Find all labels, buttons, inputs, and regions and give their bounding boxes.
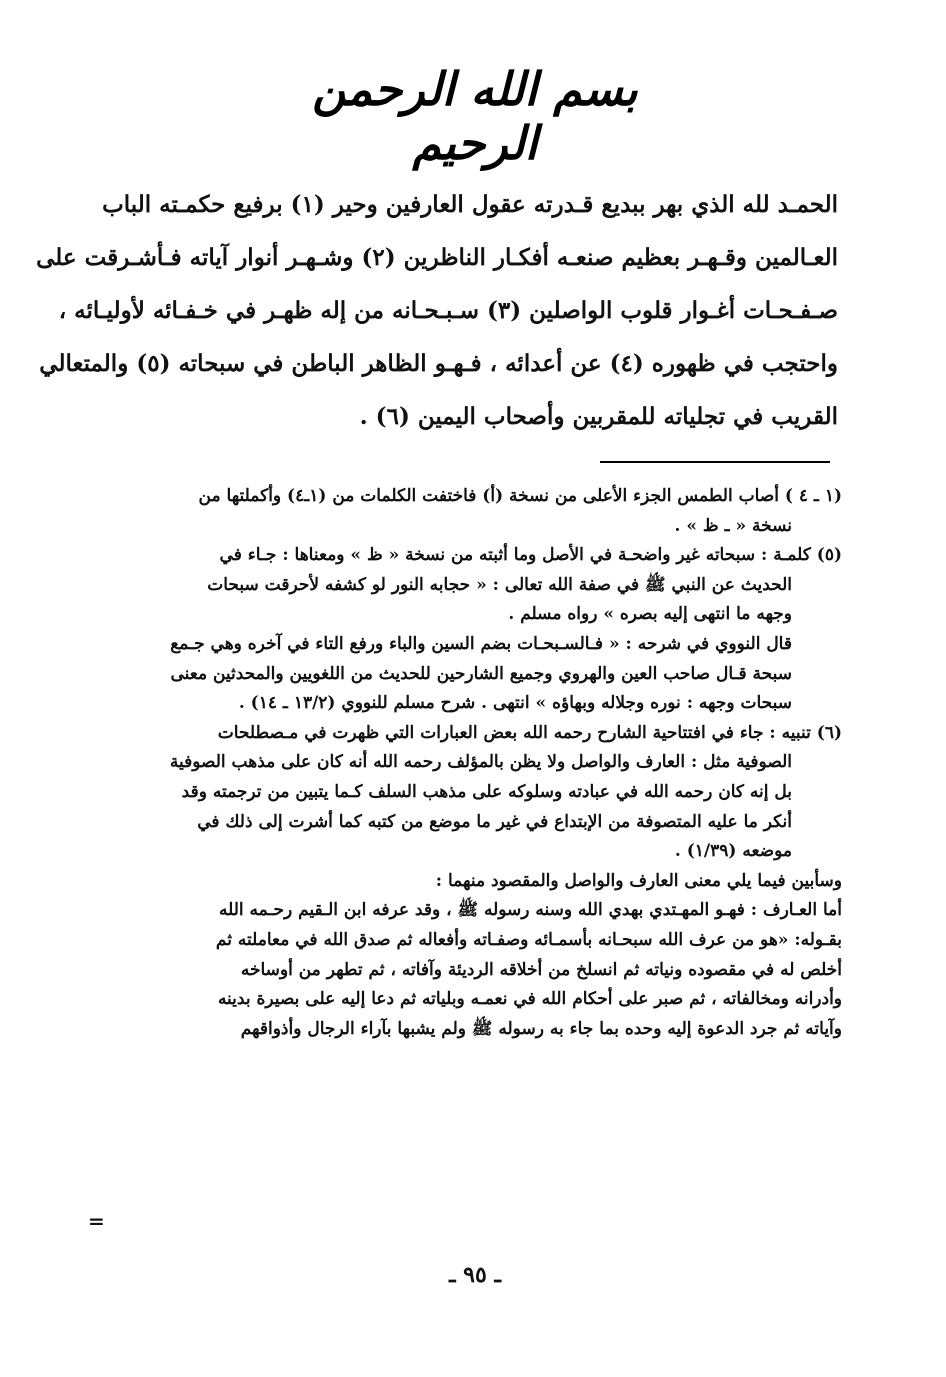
footnotes bbox=[118, 482, 842, 1044]
footnote-line: موضعه (١/٣٩) . bbox=[674, 841, 792, 862]
main-line: صـفـحـات أغـوار قلوب الواصلين (٣) سـبـحـانه من إله ظهـر في خـفـائه لأوليـائه ، bbox=[58, 297, 838, 324]
footnote-line: أنكر ما عليه المتصوفة من الإبتداع في غير ما موضع من كتبه كما أشرت إلى ذلك في bbox=[197, 811, 792, 832]
footnote-line: بل إنه كان رحمه الله في عبادته وسلوكه على مذهب السلف كـما يتبين من ترجمته وقد bbox=[181, 781, 792, 802]
main-line: الحمـد لله الذي بهر ببديع قـدرته عقول العارفين وحير (١) برفيع حكمـته الباب bbox=[102, 191, 838, 218]
footnote-line: (٦) تنبيه : جاء في افتتاحية الشارح رحمه الله بعض العبارات التي ظهرت في مـصطلحات bbox=[217, 722, 842, 743]
footnote-line: قال النووي في شرحه : « فـالسـبحـات بضم السين والباء ورفع التاء في آخره وهي جـمع bbox=[170, 633, 792, 654]
footnote-line: وآياته ثم جرد الدعوة إليه وحده بما جاء به رسوله ﷺ ولم يشبها بآراء الرجال وأذواقهم bbox=[240, 1018, 842, 1039]
page-number: ـ ٩٥ ـ bbox=[449, 1262, 501, 1288]
footnote-line: أخلص له في مقصوده ونياته ثم انسلخ من أخلاقه الرديئة وآفاته ، ثم تطهر من أوساخه bbox=[240, 959, 842, 980]
footnote-line: (١ ـ ٤ ) أصاب الطمس الجزء الأعلى من نسخة (أ) فاختفت الكلمات من (١ـ٤) وأكملتها من bbox=[198, 486, 842, 506]
footnote-line: وأدرانه ومخالفاته ، ثم صبر على أحكام الله في نعمـه وبلياته ثم دعا إليه على بصيرة بدينه bbox=[217, 989, 842, 1010]
main-line: القريب في تجلياته للمقربين وأصحاب اليمين (٦) . bbox=[359, 403, 838, 430]
footnote-line: الصوفية مثل : العارف والواصل ولا يظن بالمؤلف رحمه الله أنه كان على مذهب الصوفية bbox=[169, 752, 792, 773]
continuation-mark: = bbox=[88, 1209, 105, 1233]
footnote-line: وسأبين فيما يلي معنى العارف والواصل والمقصود منهما : bbox=[435, 870, 842, 891]
footnote-line: الحديث عن النبي ﷺ في صفة الله تعالى : « حجابه النور لو كشفه لأحرقت سبحات bbox=[207, 574, 792, 595]
footnote-divider bbox=[600, 461, 830, 463]
footnote-line: وجهه ما انتهى إليه بصره » رواه مسلم . bbox=[508, 604, 792, 625]
footnote-line: سبحة قـال صاحب العين والهروي وجميع الشارحين للحديث من اللغويين والمحدثين معنى bbox=[170, 663, 792, 684]
basmala-heading: بسم الله الرحمن الرحيم bbox=[312, 62, 638, 170]
footnote-line: نسخة « ـ ظ » . bbox=[674, 515, 792, 536]
main-text bbox=[36, 178, 838, 443]
main-line: العـالمين وقـهـر بعظيم صنعـه أفكـار الناظرين (٢) وشـهـر أنوار آياته فـأشـرقت على bbox=[36, 244, 838, 271]
main-line: واحتجب في ظهوره (٤) عن أعدائه ، فـهـو الظاهر الباطن في سبحاته (٥) والمتعالي bbox=[39, 350, 838, 377]
footnote-line: بقـوله: «هو من عرف الله سبحـانه بأسمـائه وصفـاته وأفعاله ثم صدق الله في معاملته ثم bbox=[215, 929, 842, 950]
footnote-line: سبحات وجهه : نوره وجلاله وبهاؤه » انتهى . شرح مسلم للنووي (١٣/٢ ـ ١٤) . bbox=[238, 693, 792, 714]
footnote-line: (٥) كلمـة : سبحاته غير واضحـة في الأصل وما أثبته من نسخة « ظ » ومعناها : جـاء في bbox=[219, 545, 842, 566]
footnote-line: أما العـارف : فهـو المهـتدي بهدي الله وسنه رسوله ﷺ ، وقد عرفه ابن الـقيم رحـمه الله bbox=[218, 900, 842, 921]
